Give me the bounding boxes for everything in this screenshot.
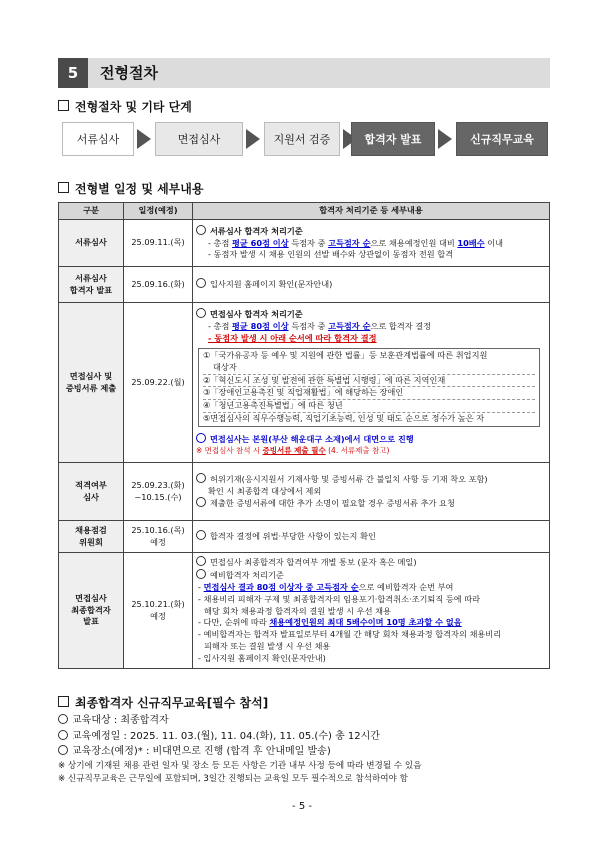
subheading-schedule: 전형별 일정 및 세부내용 [58,180,203,197]
subheading-training: 최종합격자 신규직무교육[필수 참석] [58,694,268,711]
circle-bullet-icon [196,278,206,288]
circle-bullet-icon [58,714,68,724]
row-details: 입사지원 홈페이지 확인(문자안내) [193,267,550,303]
header-date: 일정(예정) [124,203,193,220]
schedule-table [58,202,550,669]
flow-step-training: 신규직무교육 [456,122,548,156]
table-row [59,553,550,669]
square-bullet-icon [58,100,69,111]
row-date: 25.09.22.(월) [124,303,193,463]
flow-step-verification: 지원서 검증 [264,122,340,156]
circle-bullet-icon [58,745,68,755]
row-label: 면접심사 최종합격자 발표 [59,553,124,669]
info-line: 교육장소(예정)* : 비대면으로 진행 (합격 후 안내메일 발송) [58,744,558,760]
row-details: 서류심사 합격자 처리기준 - 총점 평균 60점 이상 득점자 중 고득점자 순으로 채용예정인원 대비 10배수 이내 - 동점자 발생 시 채용 인원의 선발 배수와 상관없이 동점자 전원 합격 [193,220,550,267]
tiebreak-list [198,348,540,427]
circle-bullet-icon [196,308,206,318]
circle-bullet-icon [196,530,206,540]
list-item: ①「국가유공자 등 예우 및 지원에 관한 법률」등 보훈관계법률에 따른 취업지원 대상자 [203,350,535,375]
row-date: 25.09.11.(목) [124,220,193,267]
table-row [59,521,550,553]
training-info [58,713,558,786]
table-row [59,267,550,303]
info-note: ※ 신규직무교육은 근무일에 포함되며, 3일간 진행되는 교육일 모두 필수적으로 참석하여야 함 [58,773,408,784]
square-bullet-icon [58,696,69,707]
circle-bullet-icon [196,569,206,579]
circle-bullet-icon [196,473,206,483]
row-details: 면접심사 합격자 처리기준 - 총점 평균 80점 이상 득점자 중 고득점자 순으로 합격자 결정 - 동점자 발생 시 아래 순서에 따라 합격자 결정 ①「국가유공자 등 예우 및 지원에 관한 법률」등 보훈관계법률에 따른 취업지원 대상자 ②「혁신도시 조성 및 발전에 관한 특별법 시행령」에 따른 지역인재 ③「장애인고용촉진 및 직업재활법」에 해당하는 장애인 ④「청년고용촉진특별법」에 따른 청년 ⑤면접심사의 직무수행능력, 직업기초능력, 인성 및 태도 순으로 정수가 높은 자 면접심사는 본원(부산 해운대구 소재)에서 대면으로 진행 ※ 면접심사 참석 시 증빙서류 제출 필수 (4. 서류제출 참고) [193,303,550,463]
row-date: 25.09.16.(화) [124,267,193,303]
circle-bullet-icon [196,433,206,443]
circle-bullet-icon [196,225,206,235]
row-label: 적격여부 심사 [59,463,124,521]
row-date: 25.10.21.(화) 예정 [124,553,193,669]
row-label: 서류심사 [59,220,124,267]
section-title: 전형절차 [100,64,158,82]
table-header-row [59,203,550,220]
circle-bullet-icon [196,497,206,507]
info-line: 교육예정일 : 2025. 11. 03.(월), 11. 04.(화), 11. 05.(수) 총 12시간 [58,729,558,745]
info-line: 교육대상 : 최종합격자 [58,713,558,729]
header-details: 합격자 처리기준 등 세부내용 [193,203,550,220]
square-bullet-icon [58,182,69,193]
row-date: 25.09.23.(화) ~10.15.(수) [124,463,193,521]
arrow-right-icon [438,129,452,149]
flow-step-announcement: 합격자 발표 [351,122,435,156]
flow-step-interview: 면접심사 [155,122,243,156]
section-number: 5 [58,58,88,88]
row-details: 합격자 결정에 위법·부당한 사항이 있는지 확인 [193,521,550,553]
row-date: 25.10.16.(목) 예정 [124,521,193,553]
table-row [59,463,550,521]
list-item: ⑤면접심사의 직무수행능력, 직업기초능력, 인성 및 태도 순으로 정수가 높은 자 [203,413,485,424]
arrow-right-icon [137,129,151,149]
info-note: ※ 상기에 기재된 채용 관련 일자 및 장소 등 모든 사항은 기관 내부 사정 등에 따라 변경될 수 있음 [58,760,422,771]
header-category: 구분 [59,203,124,220]
row-label: 채용점검 위원회 [59,521,124,553]
flow-step-document: 서류심사 [62,122,134,156]
arrow-right-icon [246,129,260,149]
page-number: - 5 - [292,801,312,812]
list-item: ③「장애인고용촉진 및 직업재활법」에 해당하는 장애인 [203,387,535,400]
row-details: 면접심사 최종합격자 합격여부 개별 통보 (문자 혹은 메일) 예비합격자 처리기준 - 면접심사 결과 80점 이상자 중 고득점자 순으로 예비합격자 순번 부여 - 채용비리 피해자 구제 및 최종합격자의 임용포기·합격취소·조기퇴직 등에 따라 해당 회차 채용과정 합격자의 결원 발생 시 우선 채용 - 다만, 순위에 따라 채용예정인원의 최대 5배수이며 10명 초과할 수 없음 - 예비합격자는 합격자 발표일로부터 4개월 간 해당 회차 채용과정 합격자의 채용비리 피해자 또는 결원 발생 시 우선 채용 - 입사지원 홈페이지 확인(문자안내) [193,553,550,669]
row-label: 면접심사 및 증빙서류 제출 [59,303,124,463]
row-label: 서류심사 합격자 발표 [59,267,124,303]
table-row [59,303,550,463]
circle-bullet-icon [196,556,206,566]
table-row [59,220,550,267]
circle-bullet-icon [58,730,68,740]
list-item: ②「혁신도시 조성 및 발전에 관한 특별법 시행령」에 따른 지역인재 [203,375,535,388]
row-details: 허위기재(응시지원서 기재사항 및 증빙서류 간 불일치 사항 등 기재 착오 포함) 확인 시 최종합격 대상에서 제외 제출한 증빙서류에 대한 추가 소명이 필요할 경우 증빙서류 추가 요청 [193,463,550,521]
subheading-procedure: 전형절차 및 기타 단계 [58,98,192,115]
list-item: ④「청년고용촉진특별법」에 따른 청년 [203,400,535,413]
